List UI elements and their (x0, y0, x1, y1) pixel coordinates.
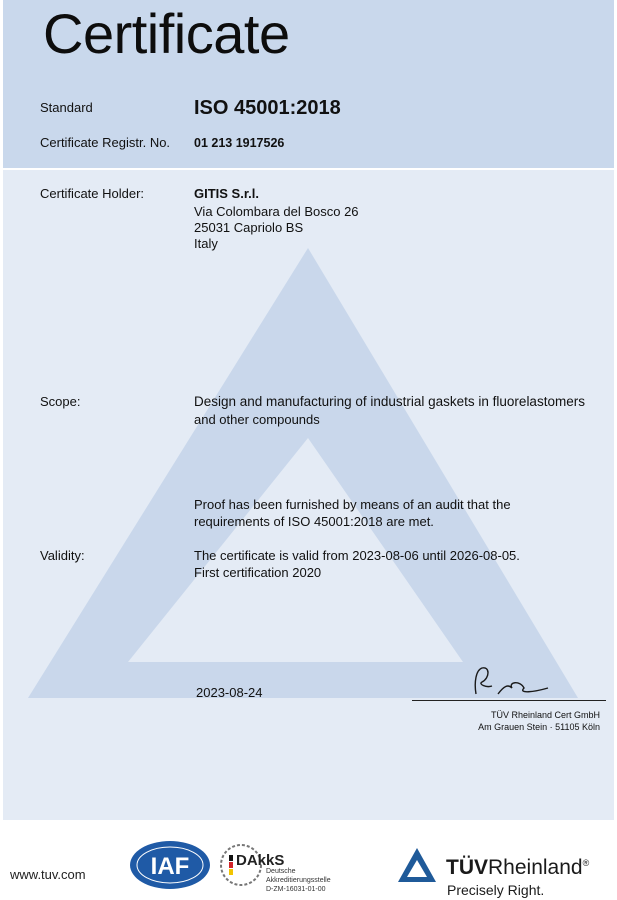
holder-address-line: 25031 Capriolo BS (194, 220, 304, 235)
issuer-name: TÜV Rheinland Cert GmbH (490, 710, 600, 720)
dakks-name: DAkkS (236, 852, 285, 869)
scope-label: Scope: (40, 394, 81, 409)
standard-label: Standard (40, 100, 93, 115)
tuv-brand-reg: ® (582, 858, 590, 868)
website-link[interactable]: www.tuv.com (10, 867, 86, 882)
tuv-triangle-icon (396, 846, 438, 884)
standard-value: ISO 45001:2018 (194, 97, 341, 119)
dakks-caption-line: Deutsche (266, 868, 296, 875)
issuer-address: Am Grauen Stein · 51105 Köln (478, 722, 600, 732)
certificate-title: Certificate (43, 2, 290, 65)
proof-line: Proof has been furnished by means of an audit that the (194, 497, 511, 512)
registration-value: 01 213 1917526 (194, 136, 285, 150)
holder-address-line: Italy (194, 236, 218, 251)
holder-label: Certificate Holder: (40, 186, 145, 201)
signature-line (412, 700, 606, 701)
holder-name: GITIS S.r.l. (194, 186, 260, 201)
validity-line: The certificate is valid from 2023-08-06 until 2026-08-05. (194, 548, 520, 563)
iaf-logo-text: IAF (150, 853, 190, 880)
tuv-brand-name (446, 856, 589, 880)
issuer-block (478, 709, 600, 733)
registration-label: Certificate Registr. No. (40, 135, 171, 150)
holder-address-line: Via Colombara del Bosco 26 (194, 204, 359, 219)
proof-line: requirements of ISO 45001:2018 are met. (194, 514, 434, 529)
tuv-brand-bold: TÜV (446, 856, 488, 879)
tuv-claim: Precisely Right. (447, 882, 545, 898)
tuv-brand-rest: Rheinland (488, 856, 583, 879)
dakks-caption-line: Akkreditierungsstelle (266, 877, 331, 884)
dakks-caption-line: D-ZM-16031-01-00 (266, 886, 326, 893)
validity-label: Validity: (40, 548, 85, 563)
issue-date: 2023-08-24 (196, 685, 263, 700)
scope-line: and other compounds (194, 412, 320, 427)
validity-line: First certification 2020 (194, 565, 322, 580)
iaf-logo-icon (128, 838, 212, 892)
signature-icon (468, 664, 558, 700)
dakks-caption (266, 867, 331, 894)
scope-line: Design and manufacturing of industrial gaskets in fluorelastomers (194, 394, 585, 409)
